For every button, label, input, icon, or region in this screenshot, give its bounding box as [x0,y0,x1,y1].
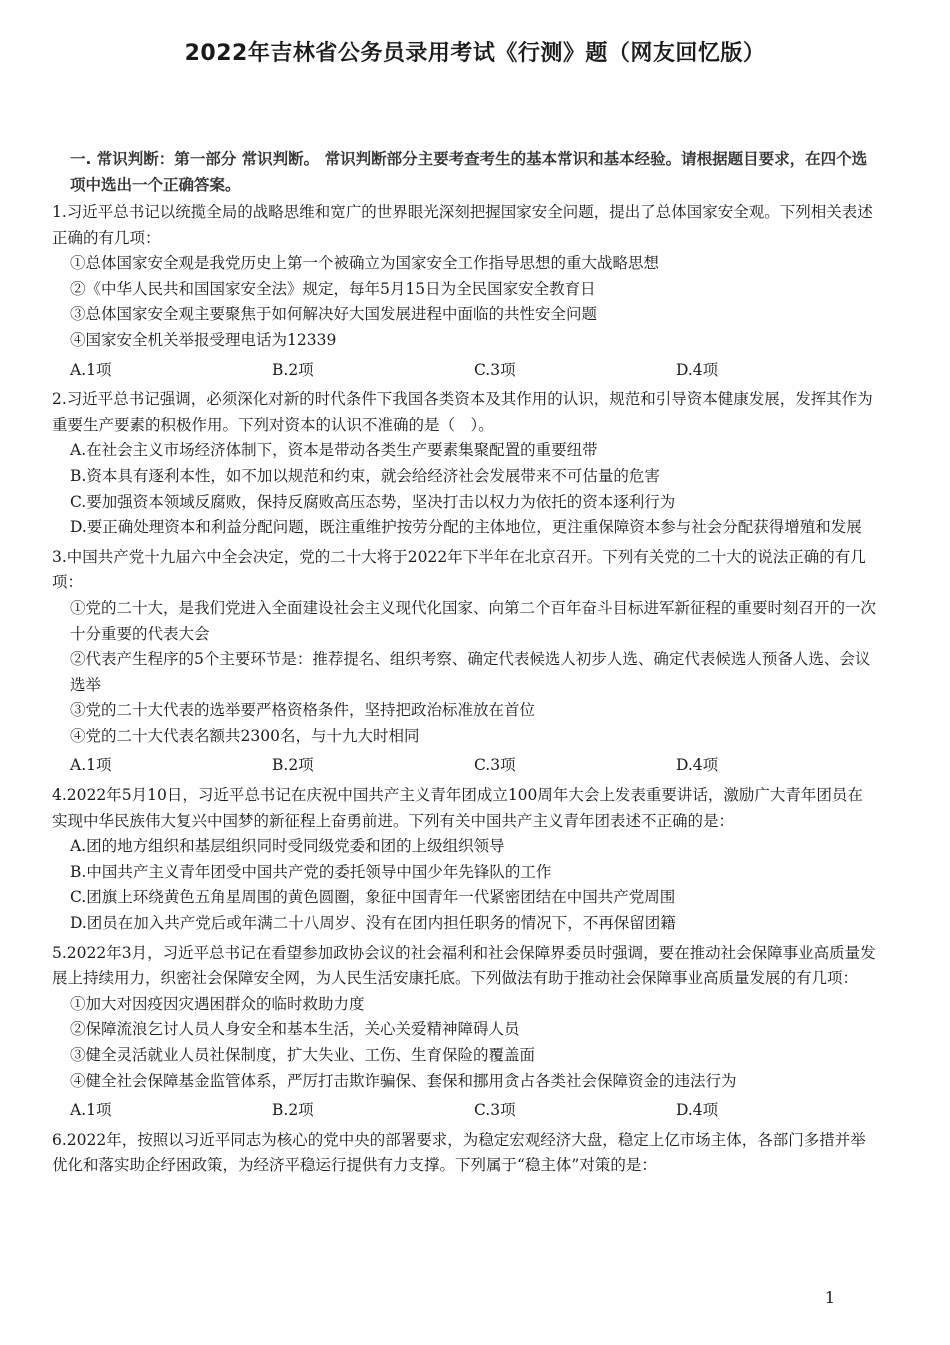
statement: ②保障流浪乞讨人员人身安全和基本生活，关心关爱精神障碍人员 [70,1020,520,1039]
document-title: 2022年吉林省公务员录用考试《行测》题（网友回忆版） [184,41,766,66]
option-row [52,1098,878,1124]
option-c[interactable]: C.团旗上环绕黄色五角星周围的黄色圆圈，象征中国青年一代紧密团结在中国共产党周围 [70,888,676,907]
option-d[interactable]: D.4项 [676,1101,719,1120]
option-c[interactable]: C.3项 [474,756,516,775]
statement: ④党的二十大代表名额共2300名，与十九大时相同 [70,726,420,745]
question-4 [52,783,878,937]
statement: ③总体国家安全观主要聚焦于如何解决好大国发展进程中面临的共性安全问题 [70,305,598,324]
section-heading: 一. 常识判断：第一部分 常识判断。 常识判断部分主要考查考生的基本常识和基本经验。请根据题目要求，在四个选项中选出一个正确答案。 [70,150,868,194]
question-stem: 5.2022年3月，习近平总书记在看望参加政协会议的社会福利和社会保障界委员时强调，要在推动社会保障事业高质量发展上持续用力，织密社会保障安全网，为人民生活安康托底。下列做法有助于推动社会保障事业高质量发展的有几项： [52,943,876,988]
option-c[interactable]: C.3项 [474,1101,516,1120]
question-3 [52,545,878,779]
statement: ①总体国家安全观是我党历史上第一个被确立为国家安全工作指导思想的重大战略思想 [70,254,660,273]
option-b[interactable]: B.2项 [272,756,314,775]
statement: ③党的二十大代表的选举要严格资格条件，坚持把政治标准放在首位 [70,701,536,720]
question-stem: 4.2022年5月10日，习近平总书记在庆祝中国共产主义青年团成立100周年大会上发表重要讲话，激励广大青年团员在实现中华民族伟大复兴中国梦的新征程上奋勇前进。下列有关中国共产主义青年团表述不正确的是： [52,786,863,830]
statement: ②代表产生程序的5个主要环节是：推荐提名、组织考察、确定代表候选人初步人选、确定代表候选人预备人选、会议选举 [70,650,871,694]
statement: ④国家安全机关举报受理电话为12339 [70,330,337,349]
question-1 [52,200,878,383]
option-b[interactable]: B.资本具有逐利本性，如不加以规范和约束，就会给经济社会发展带来不可估量的危害 [70,466,660,485]
option-a[interactable]: A.1项 [70,756,112,775]
option-a[interactable]: A.团的地方组织和基层组织同时受同级党委和团的上级组织领导 [70,837,505,856]
option-b[interactable]: B.2项 [272,360,314,379]
question-2 [52,387,878,541]
statement: ②《中华人民共和国国家安全法》规定，每年5月15日为全民国家安全教育日 [70,279,596,298]
option-c[interactable]: C.3项 [474,360,516,379]
question-stem: 2.习近平总书记强调，必须深化对新的时代条件下我国各类资本及其作用的认识，规范和引导资本健康发展，发挥其作为重要生产要素的积极作用。下列对资本的认识不准确的是（ ）。 [52,390,873,434]
option-row [52,358,878,384]
option-b[interactable]: B.2项 [272,1101,314,1120]
question-stem: 1.习近平总书记以统揽全局的战略思维和宽广的世界眼光深刻把握国家安全问题，提出了总体国家安全观。下列相关表述正确的有几项： [52,203,873,247]
question-6 [52,1128,878,1179]
statement: ①加大对因疫因灾遇困群众的临时救助力度 [70,994,365,1013]
option-c[interactable]: C.要加强资本领域反腐败，保持反腐败高压态势，坚决打击以权力为依托的资本逐利行为 [70,492,676,511]
option-a[interactable]: A.在社会主义市场经济体制下，资本是带动各类生产要素集聚配置的重要纽带 [70,441,598,460]
statement: ①党的二十大，是我们党进入全面建设社会主义现代化国家、向第二个百年奋斗目标进军新征程的重要时刻召开的一次十分重要的代表大会 [70,598,877,643]
statement: ④健全社会保障基金监管体系，严厉打击欺诈骗保、套保和挪用贪占各类社会保障资金的违法行为 [70,1071,737,1090]
option-b[interactable]: B.中国共产主义青年团受中国共产党的委托领导中国少年先锋队的工作 [70,862,552,881]
question-5 [52,941,878,1124]
question-stem: 6.2022年，按照以习近平同志为核心的党中央的部署要求，为稳定宏观经济大盘，稳定上亿市场主体，各部门多措并举优化和落实助企纾困政策，为经济平稳运行提供有力支撑。下列属于“稳主体”对策的是： [52,1130,866,1175]
option-row [52,753,878,779]
option-d[interactable]: D.要正确处理资本和利益分配问题，既注重维护按劳分配的主体地位，更注重保障资本参与社会分配获得增殖和发展 [70,518,862,537]
option-d[interactable]: D.4项 [676,756,719,775]
option-d[interactable]: D.4项 [676,360,719,379]
option-a[interactable]: A.1项 [70,360,112,379]
option-d[interactable]: D.团员在加入共产党后或年满二十八周岁、没有在团内担任职务的情况下，不再保留团籍 [70,914,676,933]
question-list [52,200,878,1179]
page-number: 1 [824,1288,835,1307]
option-a[interactable]: A.1项 [70,1101,112,1120]
statement: ③健全灵活就业人员社保制度，扩大失业、工伤、生育保险的覆盖面 [70,1046,536,1064]
question-stem: 3.中国共产党十九届六中全会决定，党的二十大将于2022年下半年在北京召开。下列有关党的二十大的说法正确的有几项： [52,547,866,592]
